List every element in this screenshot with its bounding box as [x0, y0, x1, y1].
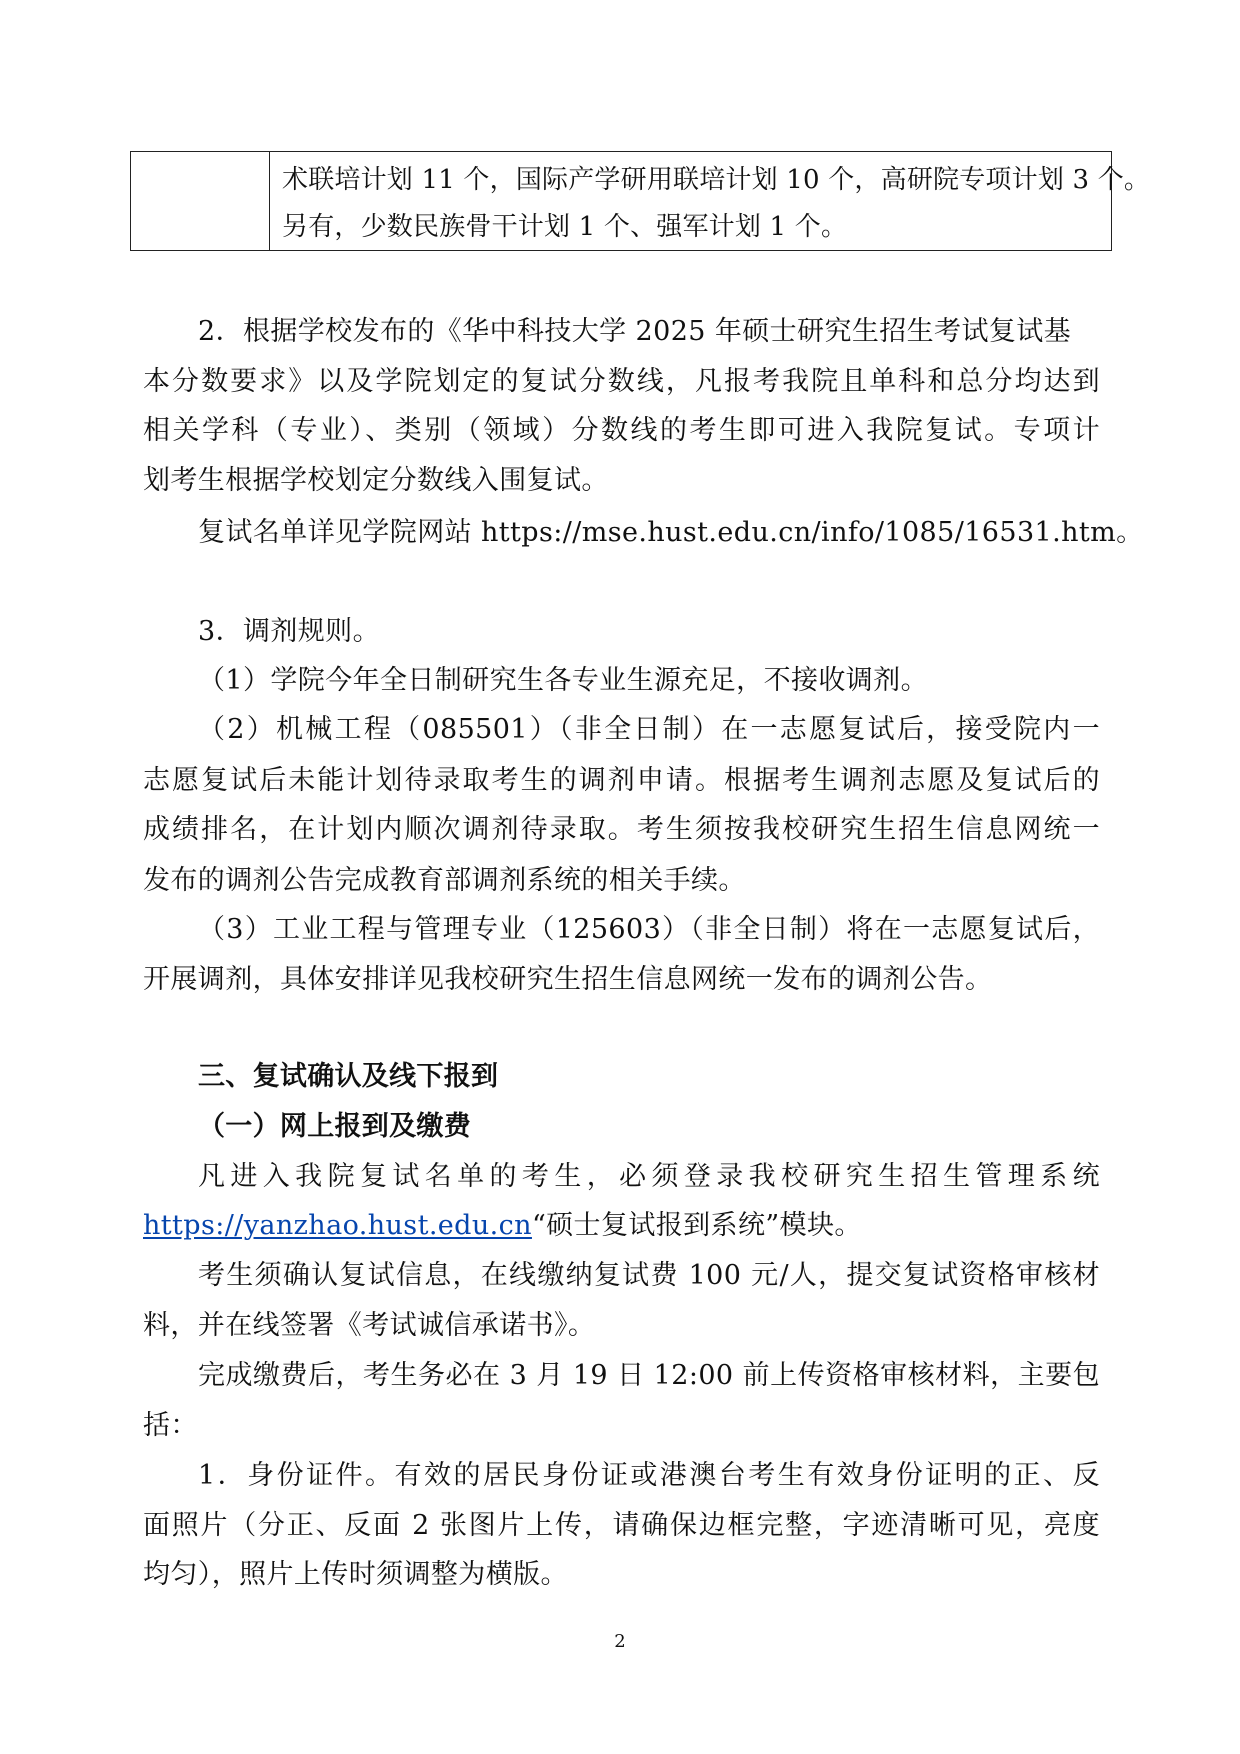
section-2-paragraph-line-1: 2．根据学校发布的《华中科技大学 2025 年硕士研究生招生考试复试基: [198, 316, 1072, 347]
section-2-paragraph-line-4: 划考生根据学校划定分数线入围复试。: [143, 465, 609, 496]
fee-instruction-line-2: 料，并在线签署《考试诚信承诺书》。: [143, 1310, 596, 1341]
registration-module-text: “硕士复试报到系统”模块。: [531, 1210, 862, 1241]
section-2-paragraph-line-2: 本分数要求》以及学院划定的复试分数线，凡报考我院且单科和总分均达到: [143, 366, 1100, 397]
section-3-heading: 三、复试确认及线下报到: [198, 1061, 499, 1092]
page-number: 2: [614, 1631, 626, 1652]
upload-deadline-line-2: 括：: [143, 1410, 198, 1441]
table-text-line-2: 另有，少数民族骨干计划 1 个、强军计划 1 个。: [282, 212, 848, 242]
online-registration-heading: （一）网上报到及缴费: [198, 1111, 471, 1142]
section-2-paragraph-line-3: 相关学科（专业）、类别（领域）分数线的考生即可进入我院复试。专项计: [143, 415, 1100, 446]
retest-list-url-line: 复试名单详见学院网站 https://mse.hust.edu.cn/info/1085/16531.htm。: [198, 517, 1144, 548]
adjustment-rule-3-line-1: （3）工业工程与管理专业（125603）（非全日制）将在一志愿复试后，: [198, 914, 1100, 945]
adjustment-rule-1: （1）学院今年全日制研究生各专业生源充足，不接收调剂。: [198, 665, 928, 696]
registration-instruction-line-2: [143, 1208, 1100, 1244]
upload-deadline-line-1: 完成缴费后，考生务必在 3 月 19 日 12:00 前上传资格审核材料，主要包: [198, 1360, 1100, 1391]
adjustment-rule-2-line-1: （2）机械工程（085501）（非全日制）在一志愿复试后，接受院内一: [198, 714, 1100, 745]
info-table: [130, 151, 1151, 251]
identity-documents-line-3: 均匀），照片上传时须调整为横版。: [143, 1559, 568, 1590]
fee-instruction-line-1: 考生须确认复试信息，在线缴纳复试费 100 元/人，提交复试资格审核材: [198, 1260, 1100, 1291]
registration-instruction-line-1: 凡进入我院复试名单的考生，必须登录我校研究生招生管理系统: [198, 1161, 1100, 1192]
yanzhao-link[interactable]: https://yanzhao.hust.edu.cn: [143, 1210, 532, 1241]
adjustment-rule-2-line-3: 成绩排名，在计划内顺次调剂待录取。考生须按我校研究生招生信息网统一: [143, 814, 1100, 845]
table-right-cell: [270, 152, 1151, 250]
identity-documents-line-1: 1．身份证件。有效的居民身份证或港澳台考生有效身份证明的正、反: [198, 1460, 1100, 1491]
identity-documents-line-2: 面照片（分正、反面 2 张图片上传，请确保边框完整，字迹清晰可见，亮度: [143, 1510, 1100, 1541]
table-left-cell: [131, 152, 270, 250]
adjustment-rule-2-line-4: 发布的调剂公告完成教育部调剂系统的相关手续。: [143, 865, 746, 896]
table-text-line-1: 术联培计划 11 个，国际产学研用联培计划 10 个，高研院专项计划 3 个。: [282, 165, 1151, 195]
adjustment-rule-3-line-2: 开展调剂，具体安排详见我校研究生招生信息网统一发布的调剂公告。: [143, 964, 993, 995]
adjustment-rule-2-line-2: 志愿复试后未能计划待录取考生的调剂申请。根据考生调剂志愿及复试后的: [143, 765, 1100, 796]
adjustment-rules-heading: 3．调剂规则。: [198, 616, 380, 647]
